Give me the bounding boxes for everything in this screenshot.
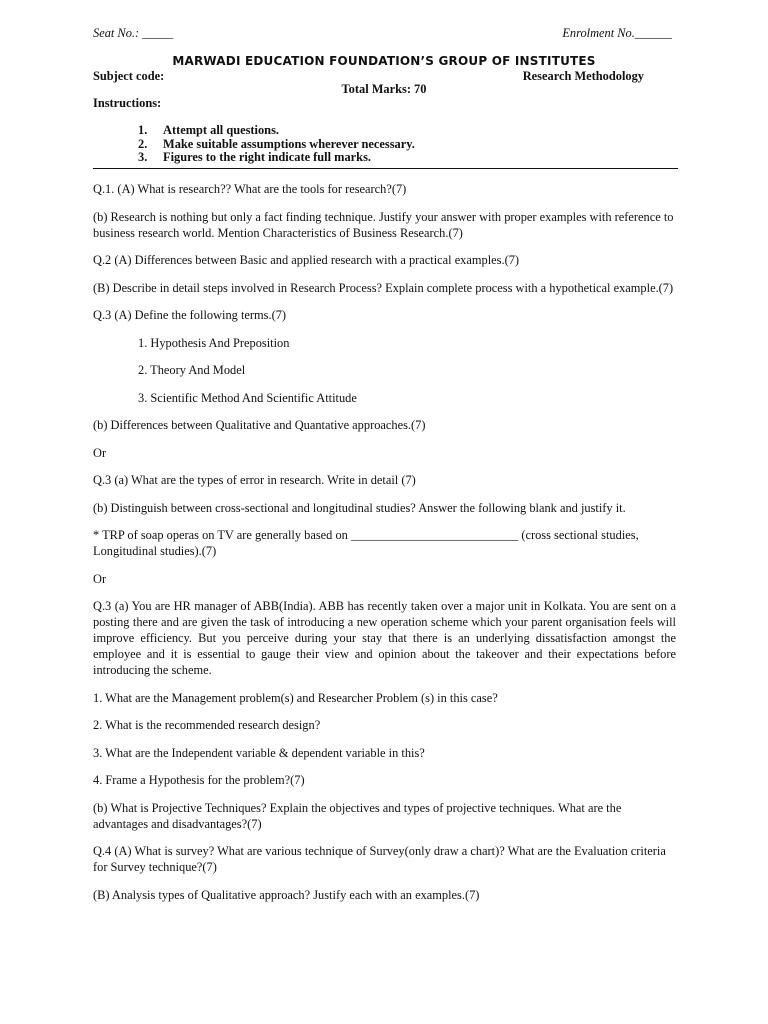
subject-name: Research Methodology xyxy=(522,69,644,83)
question-2a: Q.2 (A) Differences between Basic and applied research with a practical examples.(7) xyxy=(93,253,520,267)
question-3b-projective: (b) What is Projective Techniques? Explain the objectives and types of projective techniques. What are the advantages and disadvantages?(7) xyxy=(93,800,622,831)
question-3a-case: Q.3 (a) You are HR manager of ABB(India). ABB has recently taken over a major unit in Kolkata. You are sent on a posting there and are given the task of introducing a new operation scheme which your parent organisation feels will improve efficiency. But you perceive during your stay that there is an underlying dissatisfaction amongst the employee and it is essential to gauge their view and opinion about the takeover and their expectations before introducing the scheme. xyxy=(93,599,676,677)
instruction-item: 1. Attempt all questions. xyxy=(138,123,279,137)
instructions-list xyxy=(138,124,415,165)
or-separator: Or xyxy=(93,571,107,586)
subject-code: Subject code: xyxy=(93,69,165,83)
question-1b: (b) Research is nothing but only a fact finding technique. Justify your answer with proper examples with reference to business research world. Mention Characteristics of Business Research.(7) xyxy=(93,209,674,240)
term-item: 3. Scientific Method And Scientific Attitude xyxy=(138,390,357,405)
question-3b-alt: (b) Distinguish between cross-sectional and longitudinal studies? Answer the following blank and justify it. xyxy=(93,500,626,515)
case-question-4: 4. Frame a Hypothesis for the problem?(7) xyxy=(93,773,305,787)
trp-blank-question: * TRP of soap operas on TV are generally based on ___________________________ (cross sectional studies, Longitudinal studies).(7) xyxy=(93,528,639,558)
question-3b: (b) Differences between Qualitative and Quantative approaches.(7) xyxy=(93,418,426,432)
seat-no: Seat No.: _____ xyxy=(93,26,174,40)
case-question-2: 2. What is the recommended research design? xyxy=(93,718,321,732)
enrolment-no: Enrolment No.______ xyxy=(562,26,672,40)
case-question-3: 3. What are the Independent variable & dependent variable in this? xyxy=(93,745,425,760)
total-marks: Total Marks: 70 xyxy=(341,82,427,96)
instruction-item: 3. Figures to the right indicate full marks. xyxy=(138,150,371,164)
question-4a: Q.4 (A) What is survey? What are various technique of Survey(only draw a chart)? What are the Evaluation criteria for Survey technique?(7) xyxy=(93,844,666,874)
question-1a: Q.1. (A) What is research?? What are the tools for research?(7) xyxy=(93,182,407,196)
question-2b: (B) Describe in detail steps involved in Research Process? Explain complete process with a hypothetical example.(7) xyxy=(93,280,674,295)
or-separator: Or xyxy=(93,445,107,460)
question-3a: Q.3 (A) Define the following terms.(7) xyxy=(93,308,287,322)
term-item: 2. Theory And Model xyxy=(138,363,246,377)
case-question-1: 1. What are the Management problem(s) and Researcher Problem (s) in this case? xyxy=(93,690,498,705)
institute-title: MARWADI EDUCATION FOUNDATION’S GROUP OF INSTITUTES xyxy=(172,54,596,68)
question-4b: (B) Analysis types of Qualitative approach? Justify each with an examples.(7) xyxy=(93,887,480,902)
question-body xyxy=(93,181,676,903)
term-item: 1. Hypothesis And Preposition xyxy=(138,335,290,350)
header-divider xyxy=(93,168,678,169)
instruction-item: 2. Make suitable assumptions wherever necessary. xyxy=(138,136,415,151)
question-3a-alt: Q.3 (a) What are the types of error in research. Write in detail (7) xyxy=(93,473,416,487)
instructions-label: Instructions: xyxy=(93,96,162,110)
